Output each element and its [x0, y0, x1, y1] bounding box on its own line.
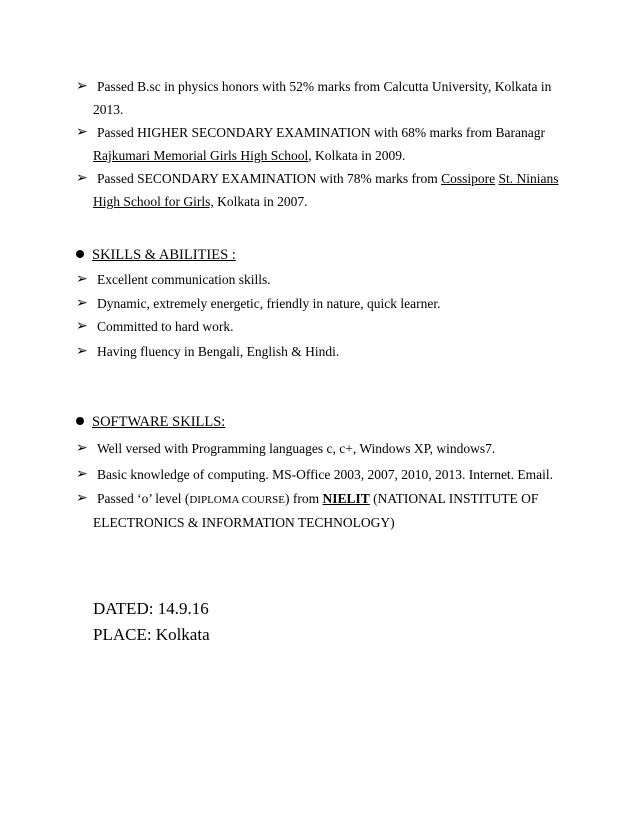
arrow-bullet-icon: ➢	[76, 79, 88, 94]
skills-heading-text: SKILLS & ABILITIES :	[92, 247, 236, 263]
software-item-3-mid: ) from	[285, 491, 323, 506]
education-item-2-text: Passed HIGHER SECONDARY EXAMINATION with 68% marks from Baranagr	[97, 125, 545, 140]
software-item-3-start: Passed ‘o’ level (	[97, 491, 190, 506]
skills-item-text: Excellent communication skills.	[97, 272, 271, 287]
dated-label: DATED: 14.9.16	[93, 599, 209, 618]
school-name-underlined: Rajkumari Memorial Girls High School	[93, 148, 309, 163]
education-item-1-text-cont: 2013.	[93, 102, 124, 117]
arrow-bullet-icon: ➢	[76, 272, 88, 287]
arrow-bullet-icon: ➢	[76, 467, 88, 482]
education-item-3-text	[97, 170, 559, 188]
education-item-2-text-cont	[93, 147, 405, 165]
diploma-course: DIPLOMA COURSE	[189, 494, 286, 506]
arrow-bullet-icon: ➢	[76, 441, 88, 456]
place-label: PLACE: Kolkata	[93, 625, 210, 644]
arrow-bullet-icon: ➢	[76, 171, 88, 186]
school-name-underlined: High School for Girls,	[93, 194, 214, 209]
software-item-text: Well versed with Programming languages c, c+, Windows XP, windows7.	[97, 441, 496, 456]
software-item-text: Basic knowledge of computing. MS-Office 2003, 2007, 2010, 2013. Internet. Email.	[97, 467, 554, 482]
software-heading	[76, 413, 225, 431]
arrow-bullet-icon: ➢	[76, 296, 88, 311]
arrow-bullet-icon: ➢	[76, 125, 88, 140]
skills-item-text: Dynamic, extremely energetic, friendly in nature, quick learner.	[97, 296, 441, 311]
education-item-3-start: Passed SECONDARY EXAMINATION with 78% marks from	[97, 171, 442, 186]
school-name-underlined: Cossipore	[441, 171, 496, 186]
software-item-text	[97, 490, 538, 509]
school-name-underlined: St. Ninians	[498, 171, 559, 186]
software-item-3-text-cont: ELECTRONICS & INFORMATION TECHNOLOGY)	[93, 515, 395, 530]
education-item-3-rest: Kolkata in 2007.	[213, 194, 308, 209]
skills-heading	[76, 246, 236, 264]
bullet-dot-icon	[76, 250, 84, 258]
education-item-3-text-cont	[93, 193, 308, 211]
skills-item-text: Having fluency in Bengali, English & Hindi.	[97, 344, 340, 359]
arrow-bullet-icon: ➢	[76, 344, 88, 359]
nielit-label: NIELIT	[322, 491, 370, 506]
arrow-bullet-icon: ➢	[76, 491, 88, 506]
software-heading-text: SOFTWARE SKILLS:	[92, 414, 226, 430]
software-item-3-end: (NATIONAL INSTITUTE OF	[369, 491, 539, 506]
education-item-1-text: Passed B.sc in physics honors with 52% marks from Calcutta University, Kolkata in	[97, 79, 552, 94]
arrow-bullet-icon: ➢	[76, 319, 88, 334]
education-item-2-rest: , Kolkata in 2009.	[308, 148, 406, 163]
bullet-dot-icon	[76, 417, 84, 425]
skills-item-text: Committed to hard work.	[97, 319, 234, 334]
